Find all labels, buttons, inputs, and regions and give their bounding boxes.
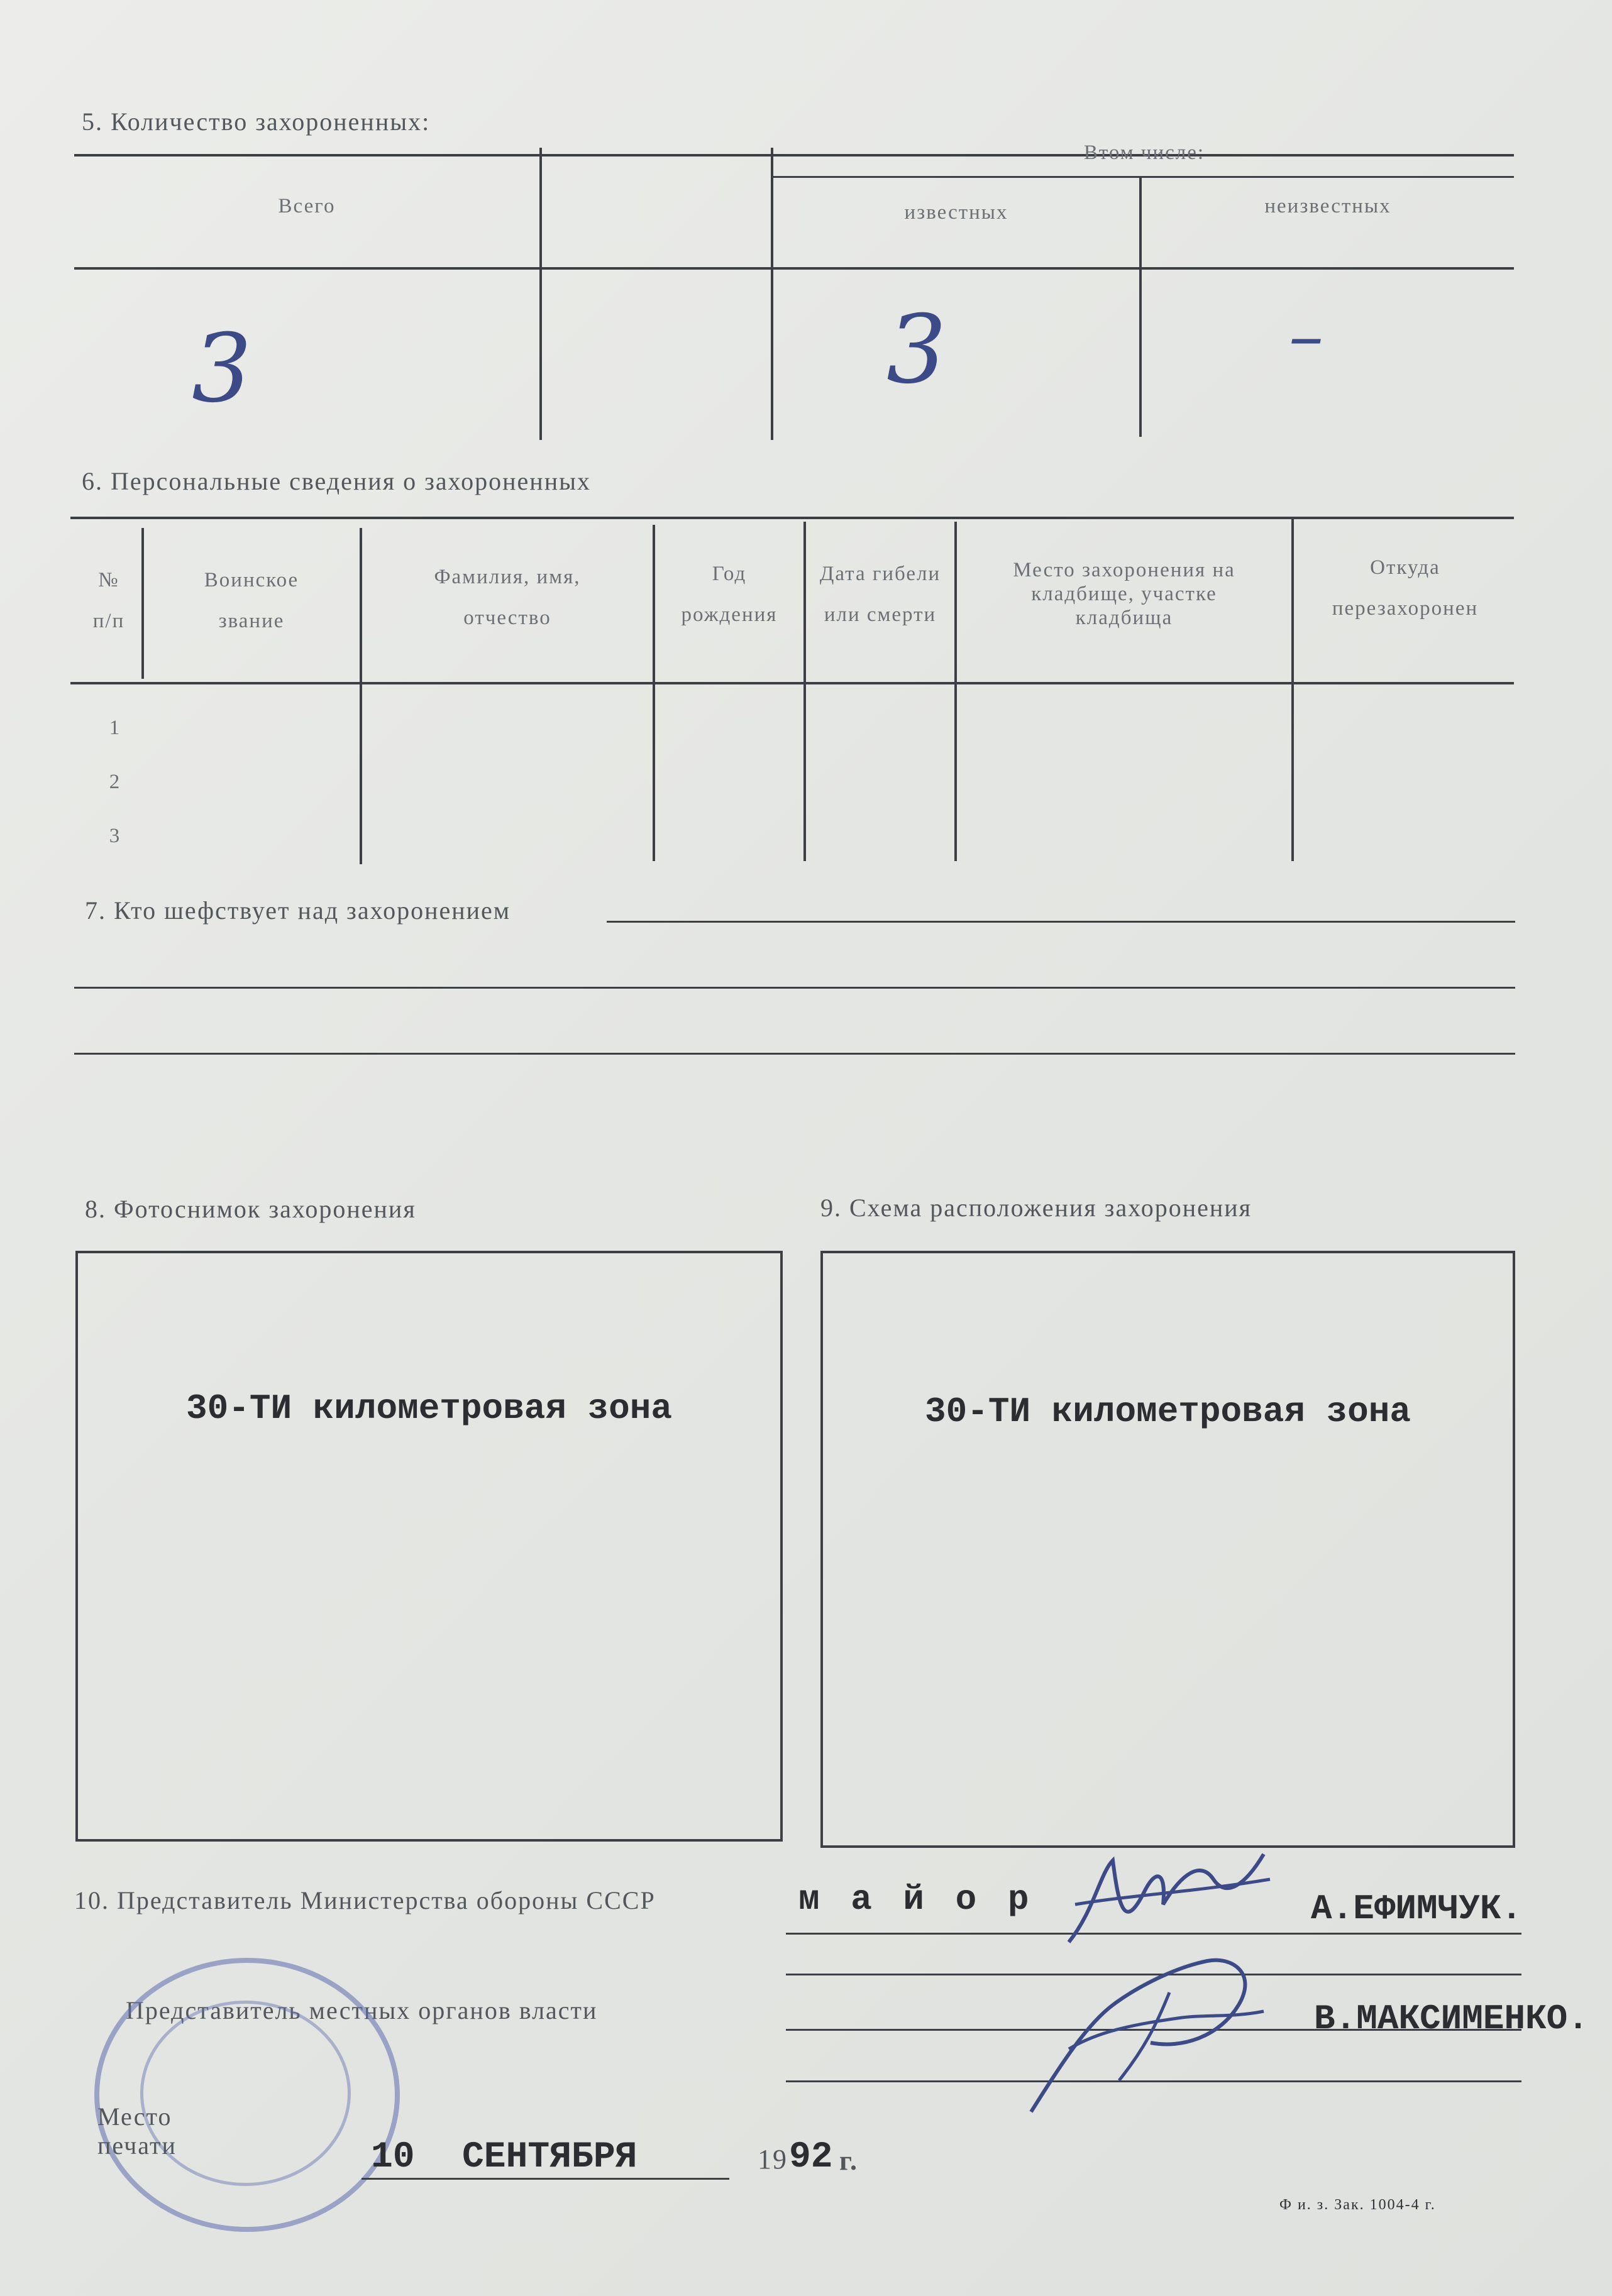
date-header-line2: или смерти — [824, 603, 937, 626]
local-rep-label: Представитель местных органов власти — [126, 1996, 598, 2024]
section7-title: 7. Кто шефствует над захоронением — [85, 896, 511, 925]
from-header-line2: перезахоронен — [1332, 597, 1479, 620]
date-year-prefix: 19 — [758, 2144, 788, 2175]
known-header: известных — [904, 201, 1008, 224]
signature-local — [993, 1936, 1289, 2124]
date-year-unit: г. — [839, 2145, 859, 2176]
section8-title: 8. Фотоснимок захоронения — [85, 1195, 416, 1223]
num-header-line2: п/п — [92, 610, 125, 632]
from-header-line1: Откуда — [1370, 556, 1440, 579]
photo-box — [75, 1251, 783, 1842]
from-header — [1295, 556, 1515, 620]
year-header-line1: Год — [712, 563, 747, 585]
rule — [539, 148, 542, 440]
seal-place-label — [97, 2102, 177, 2160]
rule — [70, 682, 1514, 684]
mo-rep-rank: м а й о р — [798, 1879, 1034, 1920]
place-header — [957, 558, 1291, 630]
including-header: Втом числе: — [1083, 141, 1205, 164]
print-info: Ф и. з. Зак. 1004-4 г. — [1279, 2197, 1436, 2213]
table-row: 1 — [109, 717, 121, 739]
name-header-line1: Фамилия, имя, — [434, 566, 581, 588]
photo-box-text: 30-ТИ километровая зона — [186, 1388, 672, 1429]
total-header: Всего — [278, 195, 336, 217]
num-header-line1: № — [98, 569, 119, 591]
seal-place-line2: печати — [97, 2131, 177, 2160]
mo-rep-label: 10. Представитель Министерства обороны СССР — [74, 1886, 656, 1914]
table-row: 3 — [109, 825, 121, 847]
rule — [771, 148, 773, 440]
handwritten-known: 3 — [886, 295, 947, 405]
date-year-suffix: 92 — [789, 2137, 833, 2178]
date-day: 10 — [371, 2137, 415, 2178]
year-header-line2: рождения — [681, 603, 778, 626]
seal-place-line1: Место — [97, 2102, 172, 2131]
section9-title: 9. Схема расположения захоронения — [820, 1194, 1252, 1222]
table-row: 2 — [109, 771, 121, 793]
name-header-line2: отчество — [463, 607, 551, 629]
date-header-line1: Дата гибели — [819, 563, 941, 585]
date-underline — [362, 2178, 729, 2180]
rule — [70, 517, 1514, 519]
rule — [74, 267, 1514, 270]
place-header-line3: кладбища — [1075, 607, 1173, 629]
place-header-line2: кладбище, участке — [1031, 583, 1217, 605]
rule — [772, 176, 1514, 178]
rule — [1291, 519, 1294, 861]
unknown-header: неизвестных — [1264, 195, 1391, 217]
section6-title: 6. Персональные сведения о захороненных — [82, 467, 591, 495]
rank-header — [145, 569, 358, 633]
rank-header-line2: звание — [218, 610, 285, 632]
local-rep-name: В.МАКСИМЕНКО. — [1314, 1999, 1589, 2039]
patron-line-3 — [74, 1053, 1515, 1055]
date-month: СЕНТЯБРЯ — [462, 2137, 638, 2178]
handwritten-total: 3 — [192, 314, 252, 424]
patron-line-1 — [607, 921, 1515, 923]
patron-line-2 — [74, 987, 1515, 989]
rule — [360, 528, 362, 864]
section5-title: 5. Количество захороненных: — [82, 107, 431, 136]
rank-header-line1: Воинское — [204, 569, 299, 591]
date-header — [806, 563, 954, 627]
handwritten-unknown: – — [1289, 295, 1323, 376]
official-seal — [94, 1958, 400, 2232]
name-header — [363, 566, 651, 630]
num-header — [74, 569, 143, 633]
place-header-line1: Место захоронения на — [1013, 559, 1235, 581]
scheme-box-text: 30-ТИ километровая зона — [925, 1392, 1411, 1432]
mo-rep-name: А.ЕФИМЧУК. — [1311, 1889, 1523, 1929]
year-header — [655, 563, 803, 627]
scheme-box — [820, 1251, 1515, 1848]
